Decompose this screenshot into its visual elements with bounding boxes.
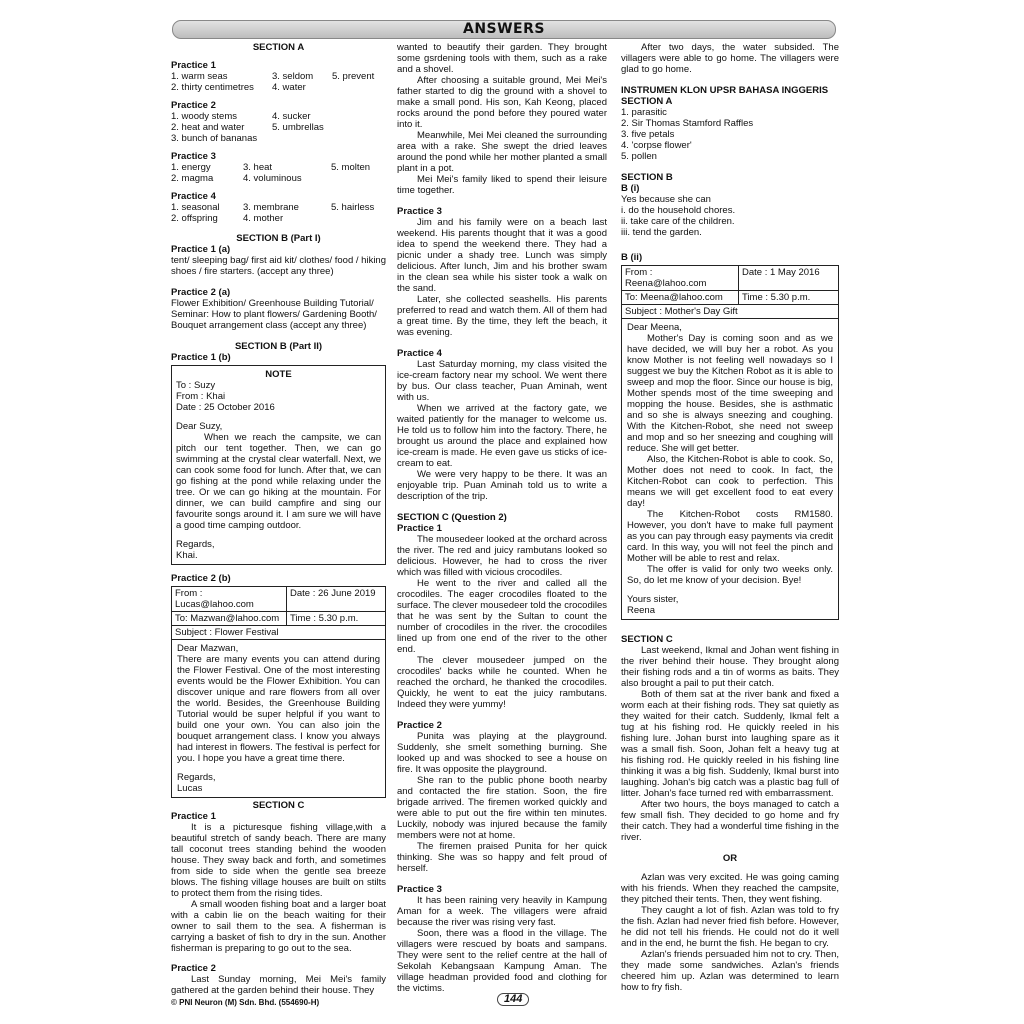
paragraph: Jim and his family were on a beach last weekend. His parents thought that it was a good idea to spend the weekend there. They had a picnic under a shady tree. Lunch was simply delicious. After lunch, Jim and his brother swam in the clean sea while his sister took a walk on the sand. xyxy=(397,217,607,294)
answer-item xyxy=(331,213,386,224)
paragraph: The mousedeer looked at the orchard across the river. The red and juicy rambutans looked so delicious. However, he had to cross the river which was filled with vicious crocodiles. xyxy=(397,534,607,578)
answer-item: 5. molten xyxy=(331,162,371,173)
paragraph: Both of them sat at the river bank and fixed a worm each at their fishing rods. They sat quietly as they waited for their catch. Suddenly, Ikmal felt a tug at his fishing rod. He quickly reeled in his fishing lure. Johan burst into laughing spare as it was a small fish. Soon, Johan felt a heavy tug at his fishing rod. He quickly reeled in his fishing line thinking it was a big fish. Suddenly, Ikmal burst into laughing. Johan's big catch was a plastic bag full of litter. Johan's face turned red with embarrassment. xyxy=(621,689,839,799)
answers-banner xyxy=(172,20,836,39)
paragraph: When we arrived at the factory gate, we waited patiently for the manager to welcome us. He told us to follow him into the factory. There, he brought us around the place and explained how ice-cream is made. He even gave us sticks of ice-cream to eat. xyxy=(397,403,607,469)
b-i-heading: B (i) xyxy=(621,183,640,194)
email-time: Time : 5.30 p.m. xyxy=(742,292,811,303)
paragraph: Last Saturday morning, my class visited the ice-cream factory near my school. We went there by bus. Our class teacher, Puan Aminah, went with us. xyxy=(397,359,607,403)
section-b-heading: SECTION B xyxy=(621,172,673,183)
email-date: Date : 26 June 2019 xyxy=(290,588,376,599)
answer-item: ii. take care of the children. xyxy=(621,216,735,227)
email-regards: Regards, xyxy=(177,772,216,783)
section-c-heading: SECTION C xyxy=(621,634,673,645)
practice-3-heading: Practice 3 xyxy=(397,884,442,895)
banner-title: ANSWERS xyxy=(462,21,545,37)
answer-item: 4. mother xyxy=(243,213,284,224)
note-date: Date : 25 October 2016 xyxy=(176,402,275,413)
paragraph: She ran to the public phone booth nearby and contacted the fire station. Soon, the fire brigade arrived. The firemen worked quickly and were able to put out the fire within ten minutes. Luckily, nobody was injured because the family members were not at home. xyxy=(397,775,607,841)
answer-item: 3. membrane xyxy=(243,202,299,213)
email-regards: Yours sister, xyxy=(627,594,679,605)
paragraph: The clever mousedeer jumped on the crocodiles' backs while he counted. When he reached the orchard, he thanked the crocodiles. Quickly, he went to eat the juicy rambutans. Indeed they were yummy! xyxy=(397,655,607,710)
section-b-part1-heading: SECTION B (Part I) xyxy=(236,233,321,244)
practice-1-heading: Practice 1 xyxy=(171,60,216,71)
note-title: NOTE xyxy=(265,369,292,380)
paragraph: They caught a lot of fish. Azlan was told to fry the fish. Azlan had never fried fish before. However, he did not tell his friends. He could not do it well and in the end, he burnt the fish. He began to cry. xyxy=(621,905,839,949)
email-signature: Reena xyxy=(627,605,655,616)
paragraph: Azlan's friends persuaded him not to cry. Then, they made some sandwiches. Azlan's friends cheered him up. Azlan was determined to learn how to fry fish. xyxy=(621,949,839,993)
email-greeting: Dear Mazwan, xyxy=(177,643,239,654)
note-greeting: Dear Suzy, xyxy=(176,421,223,432)
note-to: To : Suzy xyxy=(176,380,216,391)
answer-item: 2. heat and water xyxy=(171,122,245,133)
paragraph: Mother's Day is coming soon and as we have decided, we will buy her a robot. As you know Mother is not feeling well nowadays so I suggest we buy the Kitchen Robot as it is able to sweep and mop the floor. Since our house is big, Mother spends most of the time sweeping and mopping the house. Besides, she is asthmatic and so she is always sneezing and coughing. With the Kitchen-Robot, she need not sweep and mop and so her sneezing and coughing will reduce. She will get better. xyxy=(627,333,833,454)
answer-item: 3. heat xyxy=(243,162,273,173)
answer-item: iii. tend the garden. xyxy=(621,227,702,238)
section-a-heading: SECTION A xyxy=(252,42,305,53)
section-c-practice-1-heading: Practice 1 xyxy=(171,811,216,822)
practice-1-heading: Practice 1 xyxy=(397,523,442,534)
email-time: Time : 5.30 p.m. xyxy=(290,613,359,624)
paragraph: The offer is valid for only two weeks only. So, do let me know of your decision. Bye! xyxy=(627,564,833,586)
b-i-intro: Yes because she can xyxy=(621,194,711,205)
section-b-part2-heading: SECTION B (Part II) xyxy=(234,341,323,352)
paragraph: The firemen praised Punita for her quick thinking. She was so happy and felt proud of herself. xyxy=(397,841,607,874)
paragraph: Azlan was very excited. He was going caming with his friends. When they reached the campsite, they pitched their tents. Then, they went fishing. xyxy=(621,872,839,905)
practice-4-heading: Practice 4 xyxy=(171,191,216,202)
column-2 xyxy=(397,42,607,998)
copyright-footer: © PNI Neuron (M) Sdn. Bhd. (554690-H) xyxy=(171,998,320,1007)
practice-3-heading: Practice 3 xyxy=(171,151,216,162)
answer-item: 4. voluminous xyxy=(243,173,302,184)
page-number: 144 xyxy=(497,993,529,1006)
answer-item xyxy=(331,173,386,184)
paragraph: Later, she collected seashells. His parents preferred to read and watch them. All of them had a great time. By the time, they left the beach, it was evening. xyxy=(397,294,607,338)
answer-item xyxy=(332,122,386,133)
answer-item: 2. magma xyxy=(171,173,214,184)
paragraph: We were very happy to be there. It was an enjoyable trip. Puan Aminah told us to write a description of the trip. xyxy=(397,469,607,502)
paragraph: Last Sunday morning, Mei Mei's family gathered at the garden behind their house. They xyxy=(171,974,386,996)
answer-item: 5. pollen xyxy=(621,151,657,162)
column-3 xyxy=(621,42,839,998)
practice-2-heading: Practice 2 xyxy=(397,720,442,731)
answer-item: i. do the household chores. xyxy=(621,205,736,216)
practice-3-answers xyxy=(171,162,386,184)
answer-item: 4. water xyxy=(272,82,306,93)
paragraph: He went to the river and called all the crocodiles. The eager crocodiles floated to the surface. The clever mousedeer told the crocodiles that he was sent by the Sultan to count the number of crocodiles in the river. the crocodiles lined up from one end of the river to the other end. xyxy=(397,578,607,655)
note-from: From : Khai xyxy=(176,391,226,402)
email-box xyxy=(171,586,386,798)
paragraph: Last weekend, Ikmal and Johan went fishing in the river behind their house. They brought along their fishing rods and a tin of worms as baits. They also brought a pail to put their catch. xyxy=(621,645,839,689)
answer-item: 1. energy xyxy=(171,162,211,173)
paragraph: Also, the Kitchen-Robot is able to cook. So, Mother does not need to cook. In fact, the Kitchen-Robot can cook to perfection. This means we will get excellent food to eat every day! xyxy=(627,454,833,509)
paragraph: Soon, there was a flood in the village. The villagers were rescued by boats and sampans. They were sent to the relief centre at the hall of Sekolah Kebangsaan Kampung Aman. The village headman provided food and clothing for the victims. xyxy=(397,928,607,994)
answer-item: 1. parasitic xyxy=(621,107,667,118)
answer-item: 1. warm seas xyxy=(171,71,228,82)
email-subject: Subject : Flower Festival xyxy=(175,627,279,638)
email-body: There are many events you can attend during the Flower Festival. One of the most interesting events would be the Flower Exhibition. You can discover unique and rare flowers from all over the world. Besides, the Greenhouse Building Tutorial would be super helpful if you want to build one your own. You can also join the bouquet arrangement class. I know you always had interest in flowers. The festival is perfect for you. I hope you have a great time there. xyxy=(177,654,380,764)
email-greeting: Dear Meena, xyxy=(627,322,682,333)
answer-item: 1. seasonal xyxy=(171,202,220,213)
practice-1b-heading: Practice 1 (b) xyxy=(171,352,231,363)
answer-item xyxy=(332,111,386,122)
paragraph: The Kitchen-Robot costs RM1580. However, you don't have to make full payment as you can pay through easy payments via credit card. In this way, you will not feel the pinch and Mother will be able to rest and relax. xyxy=(627,509,833,564)
practice-1a-heading: Practice 1 (a) xyxy=(171,244,231,255)
or-divider: OR xyxy=(722,853,738,864)
paragraph: After two days, the water subsided. The villagers were able to go home. The villagers were glad to go home. xyxy=(621,42,839,75)
paragraph: It has been raining very heavily in Kampung Aman for a week. The villagers were afraid because the river was rising very fast. xyxy=(397,895,607,928)
section-a-answers xyxy=(621,107,839,162)
email-from: From : Reena@lahoo.com xyxy=(622,266,739,290)
answer-item: 2. thirty centimetres xyxy=(171,82,254,93)
practice-2a-heading: Practice 2 (a) xyxy=(171,287,231,298)
practice-1-answers xyxy=(171,71,386,93)
section-c-practice-2-heading: Practice 2 xyxy=(171,963,216,974)
email-date: Date : 1 May 2016 xyxy=(742,267,820,278)
practice-3-heading: Practice 3 xyxy=(397,206,442,217)
section-c-q2-heading: SECTION C (Question 2) xyxy=(397,512,507,523)
section-c-heading: SECTION C xyxy=(252,800,305,811)
answer-item: 3. seldom xyxy=(272,71,314,82)
instrumen-heading: INSTRUMEN KLON UPSR BAHASA INGGERIS xyxy=(621,85,829,96)
answer-item: 5. prevent xyxy=(332,71,375,82)
note-box xyxy=(171,365,386,565)
practice-1a-answer: tent/ sleeping bag/ first aid kit/ clothes/ food / hiking shoes / fire starters. (accept any three) xyxy=(171,255,386,277)
paragraph: It is a picturesque fishing village,with a beautiful stretch of sandy beach. There are many tall coconut trees standing behind the wooden house. They sway back and forth, and sometimes from side to side when the gentle sea breeze blows. The fishing village houses are built on stilts to protect them from the rising tides. xyxy=(171,822,386,899)
answer-item xyxy=(332,82,386,93)
email-subject: Subject : Mother's Day Gift xyxy=(625,306,738,317)
note-regards: Regards, xyxy=(176,539,215,550)
email-to: To: Meena@lahoo.com xyxy=(622,291,739,304)
answer-item: 5. hairless xyxy=(331,202,375,213)
column-1 xyxy=(171,42,386,998)
practice-2-heading: Practice 2 xyxy=(171,100,216,111)
section-a-heading: SECTION A xyxy=(621,96,673,107)
note-body: When we reach the campsite, we can pitch our tent together. Then, we can go swimming at the crystal clear waterfall. Next, we can cook some food for lunch. After that, we can go fishing at the pond while relaxing under the tree. Or we can go hiking at the mountain. For dinner, we can build campfire and sing our favourite songs around it. I am sure we will have a good time camping outdoor. xyxy=(176,432,381,531)
paragraph: After choosing a suitable ground, Mei Mei's father started to dig the ground with a shovel to make a small pond. His son, Kah Keong, placed rocks around the pond before they poured water into it. xyxy=(397,75,607,130)
paragraph: Meanwhile, Mei Mei cleaned the surrounding area with a rake. She swept the dried leaves around the pond while her mother planted a small plant in a pot. xyxy=(397,130,607,174)
answer-item: 2. offspring xyxy=(171,213,218,224)
practice-2a-answer: Flower Exhibition/ Greenhouse Building Tutorial/ Seminar: How to plant flowers/ Gardening Booth/ Bouquet arrangement class (accept any three) xyxy=(171,298,377,331)
answer-item: 4. 'corpse flower' xyxy=(621,140,692,151)
answer-item: 2. Sir Thomas Stamford Raffles xyxy=(621,118,754,129)
answer-item: 3. five petals xyxy=(621,129,675,140)
practice-2b-heading: Practice 2 (b) xyxy=(171,573,231,584)
paragraph: wanted to beautify their garden. They brought some gsrdening tools with them, such as a rake and a shovel. xyxy=(397,42,607,75)
email-from: From : Lucas@lahoo.com xyxy=(172,587,287,611)
paragraph: After two hours, the boys managed to catch a few small fish. They decided to go home and fry their catch. They had a wonderful time fishing in the river. xyxy=(621,799,839,843)
email-to: To: Mazwan@lahoo.com xyxy=(172,612,287,625)
email-signature: Lucas xyxy=(177,783,203,794)
answer-item: 1. woody stems xyxy=(171,111,237,122)
answer-item: 3. bunch of bananas xyxy=(171,133,258,144)
answer-item: 4. sucker xyxy=(272,111,311,122)
practice-4-answers xyxy=(171,202,386,224)
b-i-answers xyxy=(621,205,839,238)
practice-2-answers xyxy=(171,111,386,144)
paragraph: Mei Mei's family liked to spend their leisure time together. xyxy=(397,174,607,196)
paragraph: Punita was playing at the playground. Suddenly, she smelt something burning. She looked up and was shocked to see a house on fire. It was opposite the playground. xyxy=(397,731,607,775)
note-signature: Khai. xyxy=(176,550,198,561)
practice-4-heading: Practice 4 xyxy=(397,348,442,359)
paragraph: A small wooden fishing boat and a larger boat with a cabin lie on the beach waiting for their owner to sail them to the sea. A fisherman is carrying a basket of fish to dry in the sun. Another fisherman is preparing to go out to the sea. xyxy=(171,899,386,954)
answer-item: 5. umbrellas xyxy=(272,122,324,133)
email-box xyxy=(621,265,839,620)
b-ii-heading: B (ii) xyxy=(621,252,643,263)
